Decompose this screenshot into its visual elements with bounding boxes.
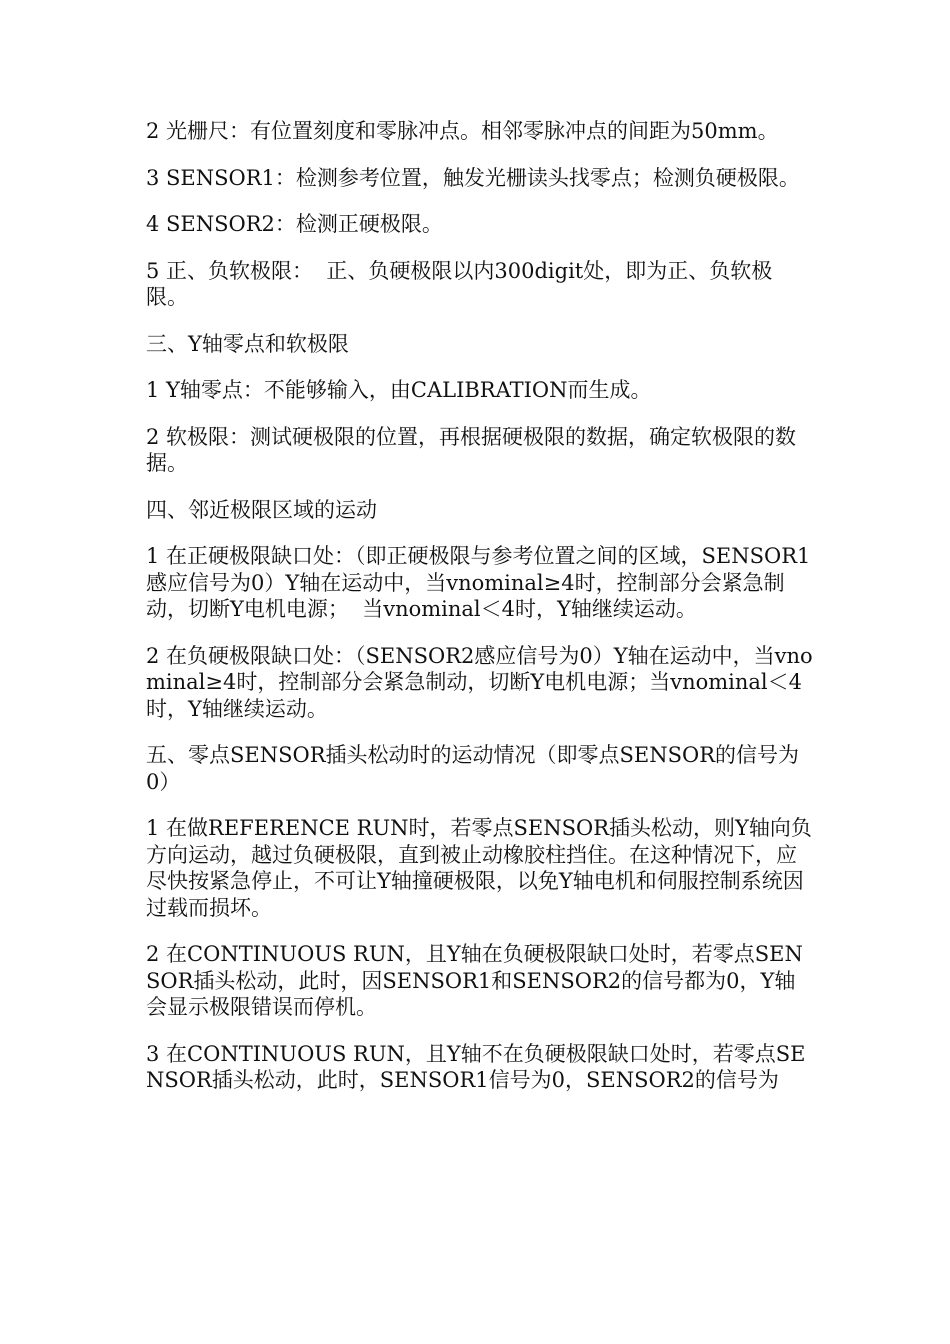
section-heading: 四、邻近极限区域的运动 xyxy=(146,497,377,522)
paragraph: 4 SENSOR2：检测正硬极限。 xyxy=(146,212,443,236)
paragraph: 2 在负硬极限缺口处：（SENSOR2感应信号为0）Y轴在运动中，当vnominal≥4时，控制部分会紧急制动，切断Y电机电源；当vnominal＜4时，Y轴继续运动。 xyxy=(146,643,813,721)
paragraph: 5 正、负软极限： 正、负硬极限以内300digit处，即为正、负软极限。 xyxy=(146,258,773,309)
section-heading: 五、零点SENSOR插头松动时的运动情况（即零点SENSOR的信号为0） xyxy=(146,743,800,794)
paragraph: 3 SENSOR1：检测参考位置，触发光栅读头找零点；检测负硬极限。 xyxy=(146,165,800,190)
paragraph: 2 光栅尺：有位置刻度和零脉冲点。相邻零脉冲点的间距为50mm。 xyxy=(146,119,779,143)
paragraph: 1 在正硬极限缺口处：（即正硬极限与参考位置之间的区域，SENSOR1感应信号为0）Y轴在运动中，当vnominal≥4时，控制部分会紧急制动，切断Y电机电源； 当vnominal＜4时，Y轴继续运动。 xyxy=(146,544,811,621)
paragraph: 2 在CONTINUOUS RUN，且Y轴在负硬极限缺口处时，若零点SENSOR插头松动，此时，因SENSOR1和SENSOR2的信号都为0，Y轴会显示极限错误而停机。 xyxy=(146,942,803,1019)
paragraph: 1 在做REFERENCE RUN时，若零点SENSOR插头松动，则Y轴向负方向运动，越过负硬极限，直到被止动橡胶柱挡住。在这种情况下，应尽快按紧急停止，不可让Y轴撞硬极限，以免Y轴电机和伺服控制系统因过载而损坏。 xyxy=(146,816,812,920)
section-heading: 三、Y轴零点和软极限 xyxy=(146,331,349,356)
paragraph: 2 软极限：测试硬极限的位置，再根据硬极限的数据，确定软极限的数据。 xyxy=(146,424,797,475)
paragraph: 1 Y轴零点：不能够输入，由CALIBRATION而生成。 xyxy=(146,378,652,402)
paragraph: 3 在CONTINUOUS RUN，且Y轴不在负硬极限缺口处时，若零点SENSOR插头松动，此时，SENSOR1信号为0，SENSOR2的信号为 xyxy=(146,1041,806,1092)
document-page xyxy=(146,118,814,1114)
